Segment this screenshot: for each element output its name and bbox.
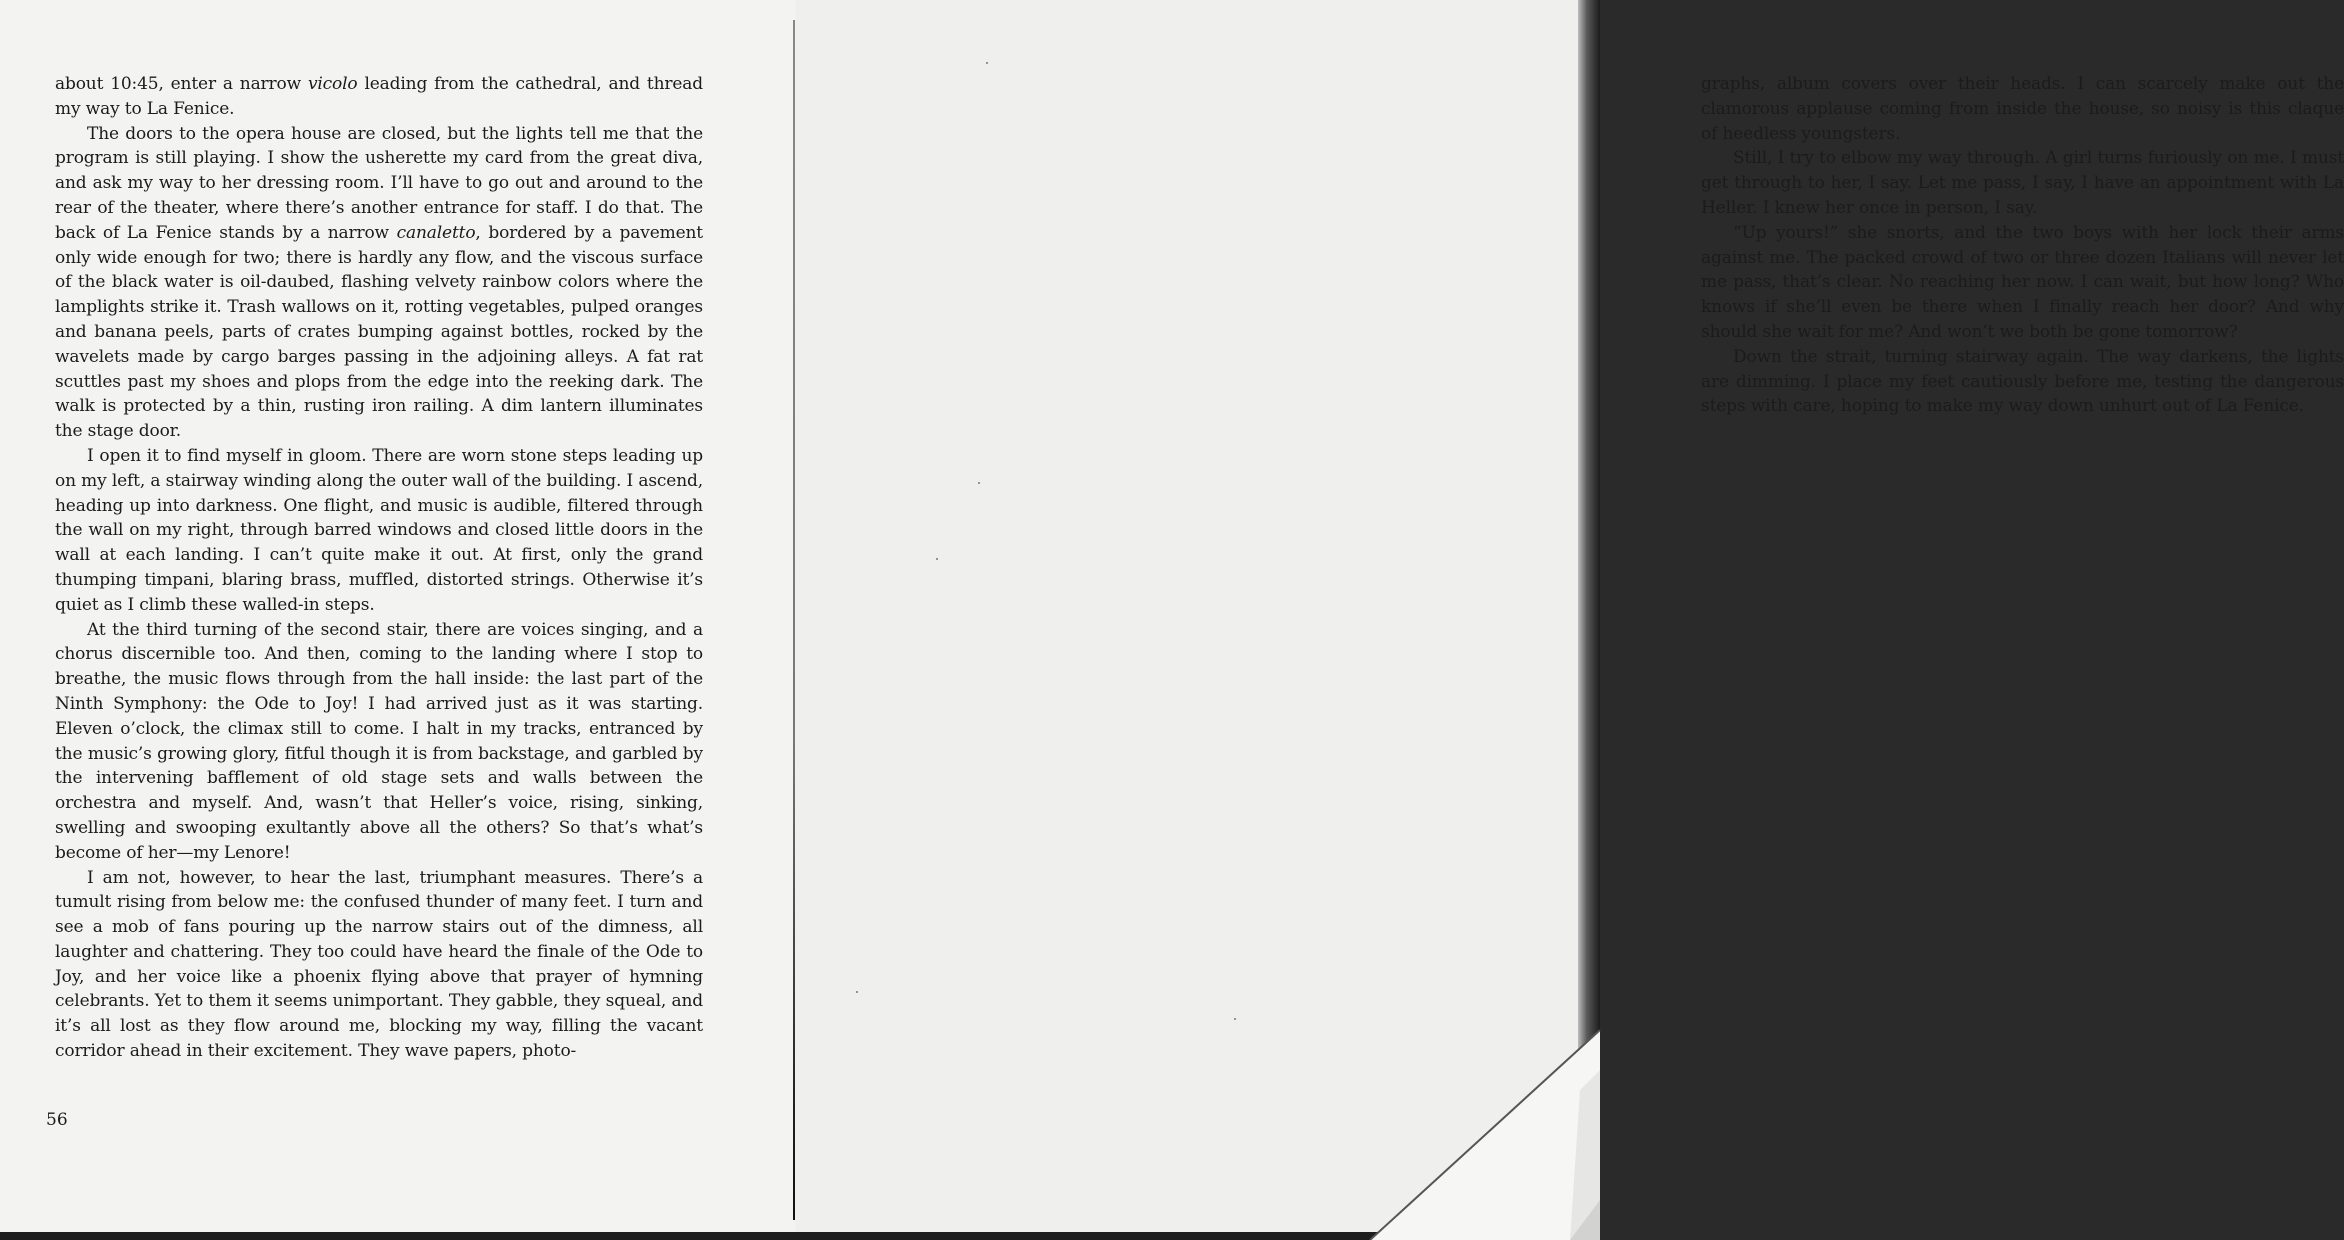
left-page-body-text xyxy=(55,72,703,1064)
paragraph xyxy=(1701,221,2344,345)
paragraph xyxy=(55,122,703,444)
page-number: 56 xyxy=(46,1110,68,1130)
text-segment: Still, I try to elbow my way through. A girl turns furiously on me. I must get through to her, I say. Let me pass, I say, I have an appointment with La Heller. I knew her once in person, I say. xyxy=(1701,148,2344,218)
bottom-edge-shadow xyxy=(0,1232,1600,1240)
text-segment: graphs, album covers over their heads. I can scarcely make out the clamorous applause coming from inside the house, so noisy is this claque of heedless youngsters. xyxy=(1701,74,2344,144)
paragraph xyxy=(55,618,703,866)
text-segment: I open it to find myself in gloom. There are worn stone steps leading up on my left, a stairway winding along the outer wall of the building. I ascend, heading up into darkness. One flight, and music is audible, filtered through the wall on my right, through barred windows and closed little doors in the wall at each landing. I can’t quite make it out. At first, only the grand thumping timpani, blaring brass, muffled, distorted strings. Otherwise it’s quiet as I climb these walled-in steps. xyxy=(55,445,703,615)
text-segment: The doors to the opera house are closed, but the lights tell me that the program is still playing. I show the usherette my card from the great diva, and ask my way to her dressing room. I’ll have to go out and around to the rear of the theater, where there’s another entrance for staff. I do that. The back of La Fenice stands by a narrow xyxy=(55,123,703,243)
text-segment: , bordered by a pavement only wide enough for two; there is hardly any flow, and the viscous surface of the black water is oil-daubed, flashing velvety rainbow colors where the lamplights strike it. Trash wallows on it, rotting vegetables, pulped oranges and banana peels, parts of crates bumping against bottles, rocked by the wavelets made by cargo barges passing in the adjoining alleys. A fat rat scuttles past my shoes and plops from the edge into the reeking dark. The walk is protected by a thin, rusting iron railing. A dim lantern illuminates the stage door. xyxy=(55,222,703,442)
paper-speck xyxy=(856,991,858,993)
italic-term: canaletto xyxy=(396,222,476,243)
paper-speck xyxy=(1234,1018,1236,1020)
text-segment: “Up yours!” she snorts, and the two boys with her lock their arms against me. The packed crowd of two or three dozen Italians will never let me pass, that’s clear. No reaching her now. I can wait, but how long? Who knows if she’ll even be there when I finally reach her door? And why should she wait for me? And won’t we both be gone tomorrow? xyxy=(1701,222,2344,342)
paragraph xyxy=(55,444,703,618)
text-segment: leading from the cathedral, and thread my way to La Fenice. xyxy=(55,74,703,119)
paragraph xyxy=(1701,146,2344,220)
paper-speck xyxy=(978,482,980,484)
text-segment: about 10:45, enter a narrow xyxy=(55,74,308,94)
italic-term: vicolo xyxy=(307,74,358,94)
paper-speck xyxy=(936,558,938,560)
paragraph xyxy=(1701,72,2344,146)
left-page xyxy=(0,0,795,1240)
paragraph xyxy=(55,866,703,1064)
paragraph xyxy=(55,72,703,122)
paper-speck xyxy=(986,62,988,64)
book-gutter xyxy=(793,20,795,1220)
folded-corner xyxy=(1370,1030,1600,1240)
text-segment: Down the strait, turning stairway again. The way darkens, the lights are dimming. I place my feet cautiously before me, testing the dangerous steps with care, hoping to make my way down unhurt out of La Fenice. xyxy=(1701,346,2344,417)
right-page-body-text xyxy=(1701,72,2344,419)
paragraph xyxy=(1701,345,2344,419)
text-segment: I am not, however, to hear the last, triumphant measures. There’s a tumult rising from below me: the confused thunder of many feet. I turn and see a mob of fans pouring up the narrow stairs out of the dimness, all laughter and chattering. They too could have heard the finale of the Ode to Joy, and her voice like a phoenix flying above that prayer of hymning celebrants. Yet to them it seems unimportant. They gabble, they squeal, and it’s all lost as they flow around me, blocking my way, filling the vacant corridor ahead in their excitement. They wave papers, photo- xyxy=(55,867,703,1062)
text-segment: At the third turning of the second stair, there are voices singing, and a chorus discernible too. And then, coming to the landing where I stop to breathe, the music flows through from the hall inside: the last part of the Ninth Symphony: the Ode to Joy! I had arrived just as it was starting. Eleven o’clock, the climax still to come. I halt in my tracks, entranced by the music’s growing glory, fitful though it is from backstage, and garbled by the intervening bafflement of old stage sets and walls between the orchestra and myself. And, wasn’t that Heller’s voice, rising, sinking, swelling and swooping exultantly above all the others? So that’s what’s become of her—my Lenore! xyxy=(55,619,703,863)
